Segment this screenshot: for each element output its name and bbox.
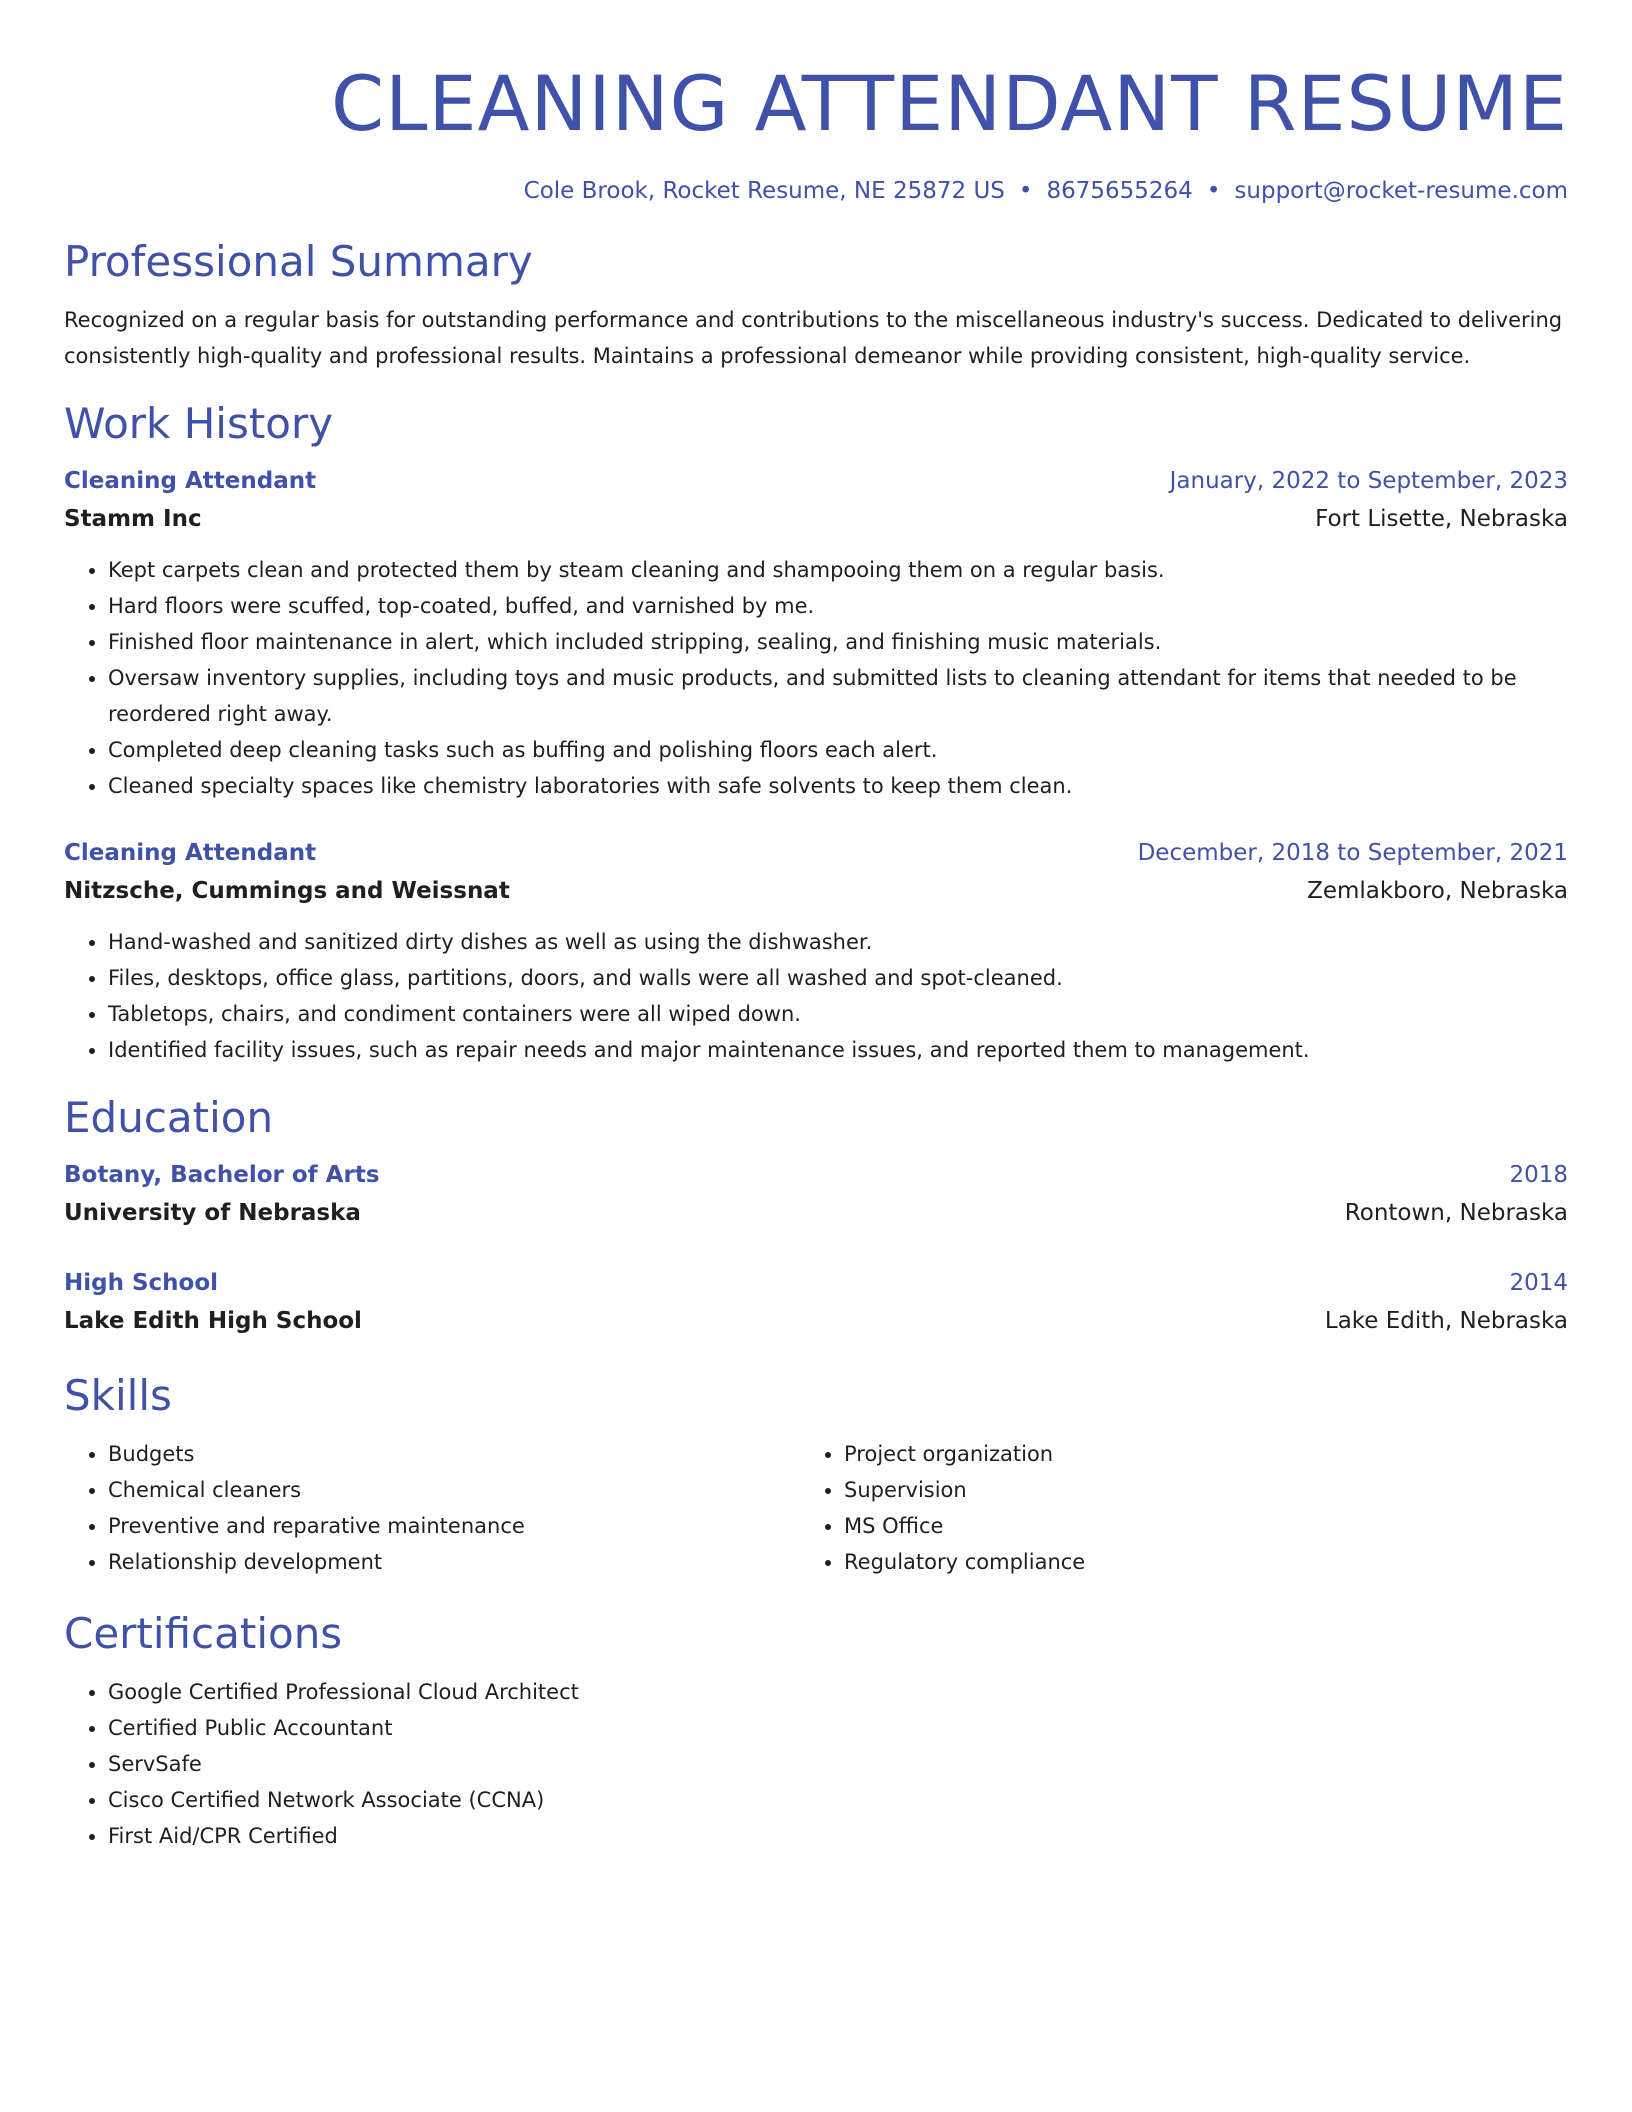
education-entry — [64, 1264, 1568, 1340]
work-heading: Work History — [64, 399, 334, 448]
education-year: 2014 — [1509, 1270, 1568, 1296]
education-school: Lake Edith High School — [64, 1308, 362, 1334]
work-section — [64, 398, 1568, 1068]
contact-phone[interactable]: 8675655264 — [1046, 178, 1193, 204]
job-company-row — [64, 872, 1568, 910]
contact-address: Cole Brook, Rocket Resume, NE 25872 US — [523, 178, 1005, 204]
skill-item: • Regulatory compliance — [844, 1544, 1536, 1580]
job-entry — [64, 834, 1568, 1068]
skill-item: • MS Office — [844, 1508, 1536, 1544]
skills-list-left — [64, 1436, 800, 1580]
education-school: University of Nebraska — [64, 1200, 361, 1226]
skills-list-right — [800, 1436, 1536, 1580]
job-bullet: • Oversaw inventory supplies, including toys and music products, and submitted lists to cleaning attendant for items that needed to be reordered right away. — [108, 660, 1568, 732]
education-degree-row — [64, 1264, 1568, 1302]
skills-grid — [64, 1436, 1568, 1580]
skills-section — [64, 1370, 1568, 1580]
contact-email[interactable]: support@rocket-resume.com — [1234, 178, 1568, 204]
job-bullet: • Identified facility issues, such as repair needs and major maintenance issues, and reported them to management. — [108, 1032, 1568, 1068]
education-heading: Education — [64, 1093, 274, 1142]
job-role: Cleaning Attendant — [64, 468, 317, 494]
job-dates: December, 2018 to September, 2021 — [1137, 840, 1568, 866]
certifications-list — [64, 1674, 1568, 1854]
job-bullet: • Finished floor maintenance in alert, which included stripping, sealing, and finishing music materials. — [108, 624, 1568, 660]
job-entry — [64, 462, 1568, 804]
job-bullets — [64, 924, 1568, 1068]
certification-item: • Cisco Certified Network Associate (CCNA) — [108, 1782, 1568, 1818]
education-year: 2018 — [1509, 1162, 1568, 1188]
job-bullet: • Kept carpets clean and protected them by steam cleaning and shampooing them on a regular basis. — [108, 552, 1568, 588]
education-degree-row — [64, 1156, 1568, 1194]
certifications-heading: Certifications — [64, 1609, 343, 1658]
job-company: Stamm Inc — [64, 506, 202, 532]
education-section — [64, 1092, 1568, 1340]
summary-text: Recognized on a regular basis for outstanding performance and contributions to the miscellaneous industry's success. Dedicated to delivering consistently high-quality and professional results. Maintains a professional demeanor while providing consistent, high-quality service. — [64, 308, 1563, 368]
contact-line — [64, 176, 1568, 206]
job-dates: January, 2022 to September, 2023 — [1169, 468, 1568, 494]
education-entry — [64, 1156, 1568, 1232]
job-bullet: • Hand-washed and sanitized dirty dishes as well as using the dishwasher. — [108, 924, 1568, 960]
job-company-row — [64, 500, 1568, 538]
job-bullet: • Files, desktops, office glass, partitions, doors, and walls were all washed and spot-cleaned. — [108, 960, 1568, 996]
summary-section — [64, 236, 1568, 374]
education-location: Rontown, Nebraska — [1344, 1200, 1568, 1226]
contact-separator: • — [1206, 178, 1221, 204]
job-company: Nitzsche, Cummings and Weissnat — [64, 878, 510, 904]
resume-header — [64, 54, 1568, 206]
certification-item: • Google Certified Professional Cloud Architect — [108, 1674, 1568, 1710]
job-bullet: • Cleaned specialty spaces like chemistry laboratories with safe solvents to keep them clean. — [108, 768, 1568, 804]
certification-item: • ServSafe — [108, 1746, 1568, 1782]
job-role: Cleaning Attendant — [64, 840, 317, 866]
skill-item: • Preventive and reparative maintenance — [108, 1508, 800, 1544]
education-degree: Botany, Bachelor of Arts — [64, 1162, 380, 1188]
skill-item: • Relationship development — [108, 1544, 800, 1580]
job-bullet: • Tabletops, chairs, and condiment containers were all wiped down. — [108, 996, 1568, 1032]
job-location: Zemlakboro, Nebraska — [1307, 878, 1568, 904]
contact-separator: • — [1018, 178, 1033, 204]
job-title-row — [64, 834, 1568, 872]
certification-item: • Certified Public Accountant — [108, 1710, 1568, 1746]
certifications-section — [64, 1608, 1568, 1854]
education-school-row — [64, 1302, 1568, 1340]
job-bullet: • Hard floors were scuffed, top-coated, buffed, and varnished by me. — [108, 588, 1568, 624]
education-location: Lake Edith, Nebraska — [1324, 1308, 1568, 1334]
skill-item: • Chemical cleaners — [108, 1472, 800, 1508]
education-degree: High School — [64, 1270, 219, 1296]
certification-item: • First Aid/CPR Certified — [108, 1818, 1568, 1854]
skill-item: • Project organization — [844, 1436, 1536, 1472]
job-bullets — [64, 552, 1568, 804]
summary-heading: Professional Summary — [64, 237, 533, 286]
education-school-row — [64, 1194, 1568, 1232]
job-location: Fort Lisette, Nebraska — [1315, 506, 1568, 532]
skills-heading: Skills — [64, 1371, 172, 1420]
skill-item: • Budgets — [108, 1436, 800, 1472]
job-title-row — [64, 462, 1568, 500]
job-bullet: • Completed deep cleaning tasks such as buffing and polishing floors each alert. — [108, 732, 1568, 768]
resume-title: CLEANING ATTENDANT RESUME — [331, 59, 1568, 148]
skill-item: • Supervision — [844, 1472, 1536, 1508]
